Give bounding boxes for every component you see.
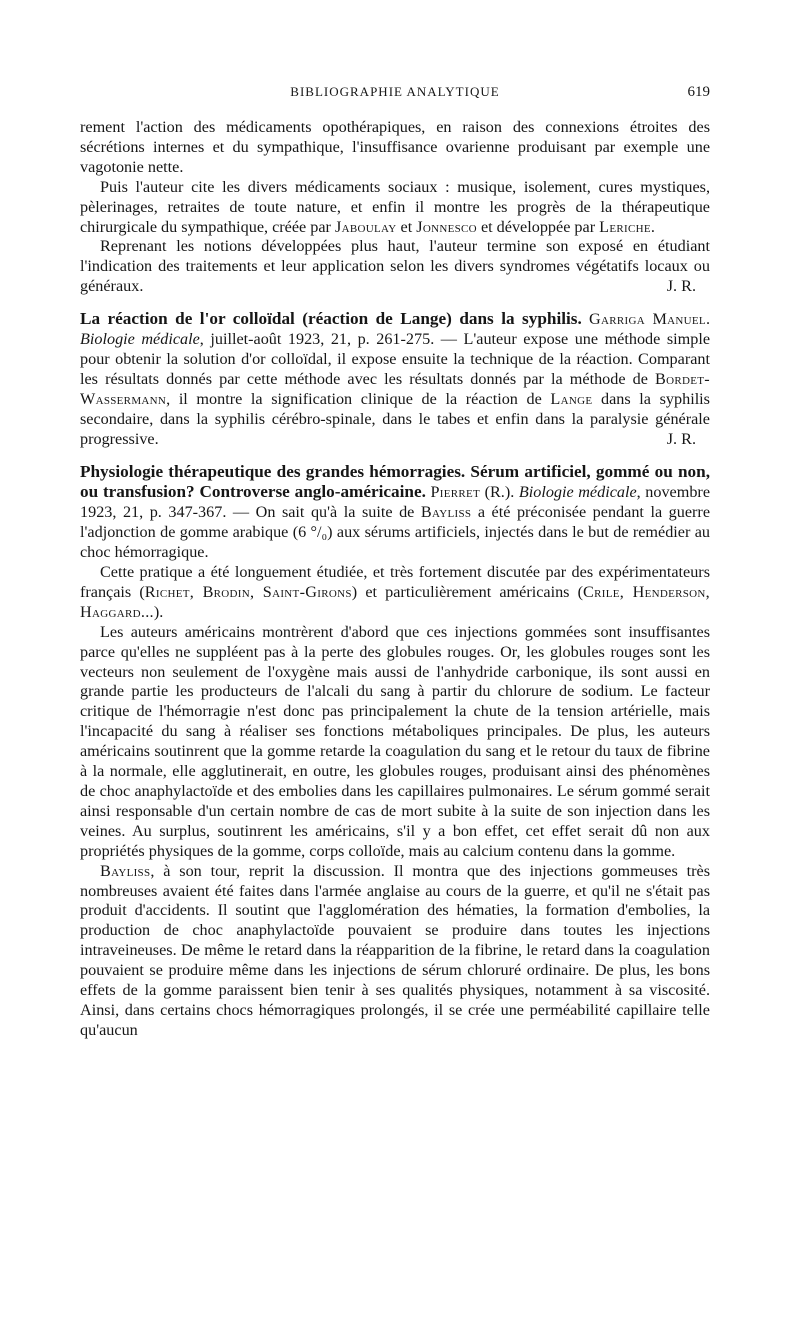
- author-names: Crile, Henderson, Haggard...: [80, 582, 710, 621]
- spacer: [80, 297, 710, 309]
- running-title: BIBLIOGRAPHIE ANALYTIQUE: [290, 84, 500, 99]
- author-names: Richet, Brodin, Saint-Girons: [144, 582, 352, 601]
- spacer: [80, 450, 710, 462]
- citation: , novembre 1923, 21, p. 347-367.: [80, 483, 710, 522]
- citation: , juillet-août 1923, 21, p. 261-275.: [199, 330, 435, 349]
- article-title: Physiologie thérapeutique des grandes hémorragies. Sérum artificiel, gommé ou non, ou transfusion? Controverse anglo-américaine.: [80, 461, 710, 502]
- article-title: La réaction de l'or colloïdal (réaction de Lange) dans la syphilis.: [80, 309, 582, 329]
- article-author: Pierret: [430, 483, 481, 502]
- journal-name: Biologie médicale: [518, 483, 637, 502]
- paragraph: Cette pratique a été longuement étudiée, et très fortement discutée par des expérimentateurs français (Richet, Brodin, Saint-Girons) et particulièrement américains (Crile, Henderson, Haggard...).: [80, 563, 710, 621]
- author-name: Bayliss: [100, 861, 151, 880]
- paragraph: rement l'action des médicaments opothérapiques, en raison des connexions étroites des sécrétions internes et du sympathique, l'insuffisance ovarienne produisant par exemple une vagotonie nette.: [80, 118, 710, 176]
- page-body: [80, 118, 710, 1041]
- author-name: Leriche: [599, 217, 651, 236]
- author-name: Jonnesco: [416, 217, 477, 236]
- article-author: Garriga Manuel: [589, 310, 706, 329]
- author-name: Bayliss: [420, 503, 472, 522]
- review-entry: Physiologie thérapeutique des grandes hémorragies. Sérum artificiel, gommé ou non, ou transfusion? Controverse anglo-américaine. Pierret (R.). Biologie médicale, novembre 1923, 21, p. 347-367. — On sait qu'à la suite de Bayliss a été préconisée pendant la guerre l'adjonction de gomme arabique (6 °/₀) aux sérums artificiels, injectés dans le but de remédier au choc hémorragique.: [80, 461, 711, 562]
- page-number: 619: [687, 84, 710, 100]
- paragraph: Bayliss, à son tour, reprit la discussion. Il montra que des injections gommeuses très nombreuses avaient été faites dans l'armée anglaise au cours de la guerre, et qu'il ne s'était pas produit d'accidents. Il soutint que l'agglomération des hématies, la formation d'embolies, la production de choc anaphylactoïde pouvaient se produire dans toutes les injections intraveineuses. De même le retard dans la réapparition de la fibrine, le retard dans la coagulation pouvaient se produire même dans les injections de sérum chloruré ordinaire. De plus, les bons effets de la gomme paraissent bien tenir à ses qualités physiques, notamment à sa viscosité. Ainsi, dans certains chocs hémorragiques prolongés, il se crée une perméabilité capillaire telle qu'aucun: [80, 861, 710, 1039]
- paragraph: Reprenant les notions développées plus haut, l'auteur termine son exposé en étudiant l'indication des traitements et leur application selon les divers syndromes végétatifs locaux ou généraux. J. R.: [80, 237, 710, 296]
- paragraph: Puis l'auteur cite les divers médicaments sociaux : musique, isolement, cures mystiques, pèlerinages, retraites de toute nature, et enfin il montre les progrès de la thérapeutique chirurgicale du sympathique, créée par Jaboulay et Jonnesco et développée par Leriche.: [80, 177, 710, 236]
- review-signature: J. R.: [666, 277, 696, 296]
- author-name: Jaboulay: [335, 217, 397, 236]
- author-name: Lange: [550, 389, 593, 408]
- review-signature: J. R.: [666, 429, 696, 448]
- page-header: [80, 84, 710, 104]
- author-name: Bordet-Wassermann: [80, 369, 710, 408]
- journal-name: Biologie médicale: [80, 330, 200, 349]
- review-entry: La réaction de l'or colloïdal (réaction de Lange) dans la syphilis. Garriga Manuel. Biologie médicale, juillet-août 1923, 21, p. 261-275. — L'auteur expose une méthode simple pour obtenir la solution d'or colloïdal, il expose ensuite la technique de la réaction. Comparant les résultats donnés par cette méthode avec les résultats donnés par la méthode de Bordet-Wassermann, il montre la signification clinique de la réaction de Lange dans la syphilis secondaire, dans la syphilis cérébro-spinale, dans le tabes et enfin dans la paralysie générale progressive. J. R.: [80, 309, 711, 448]
- paragraph: Les auteurs américains montrèrent d'abord que ces injections gommées sont insuffisantes parce qu'elles ne suppléent pas à la perte des globules rouges. Or, les globules rouges sont les vecteurs non seulement de l'oxygène mais aussi de l'anhydride carbonique, ils sont aussi en grande partie les producteurs de l'alcali du sang à partir du chlorure de sodium. Le facteur critique de l'hémorragie n'est donc pas principalement la chute de la tension artérielle, mais l'incapacité du sang à réaliser ses fonctions métaboliques principales. De plus, les auteurs américains soutinrent que la gomme retarde la coagulation du sang et le retour du taux de fibrine à la normale, elle agglutinerait, en outre, les globules rouges, produisant ainsi des phénomènes de choc anaphylactoïde et des embolies dans les capillaires pulmonaires. Le sérum gommé serait ainsi responsable d'un certain nombre de cas de mort subite à la suite de son injection dans les veines. Au surplus, soutinrent les américains, s'il y a bon effet, cet effet serait dû non aux propriétés physiques de la gomme, corps colloïde, mais au calcium contenu dans la gomme.: [80, 622, 710, 860]
